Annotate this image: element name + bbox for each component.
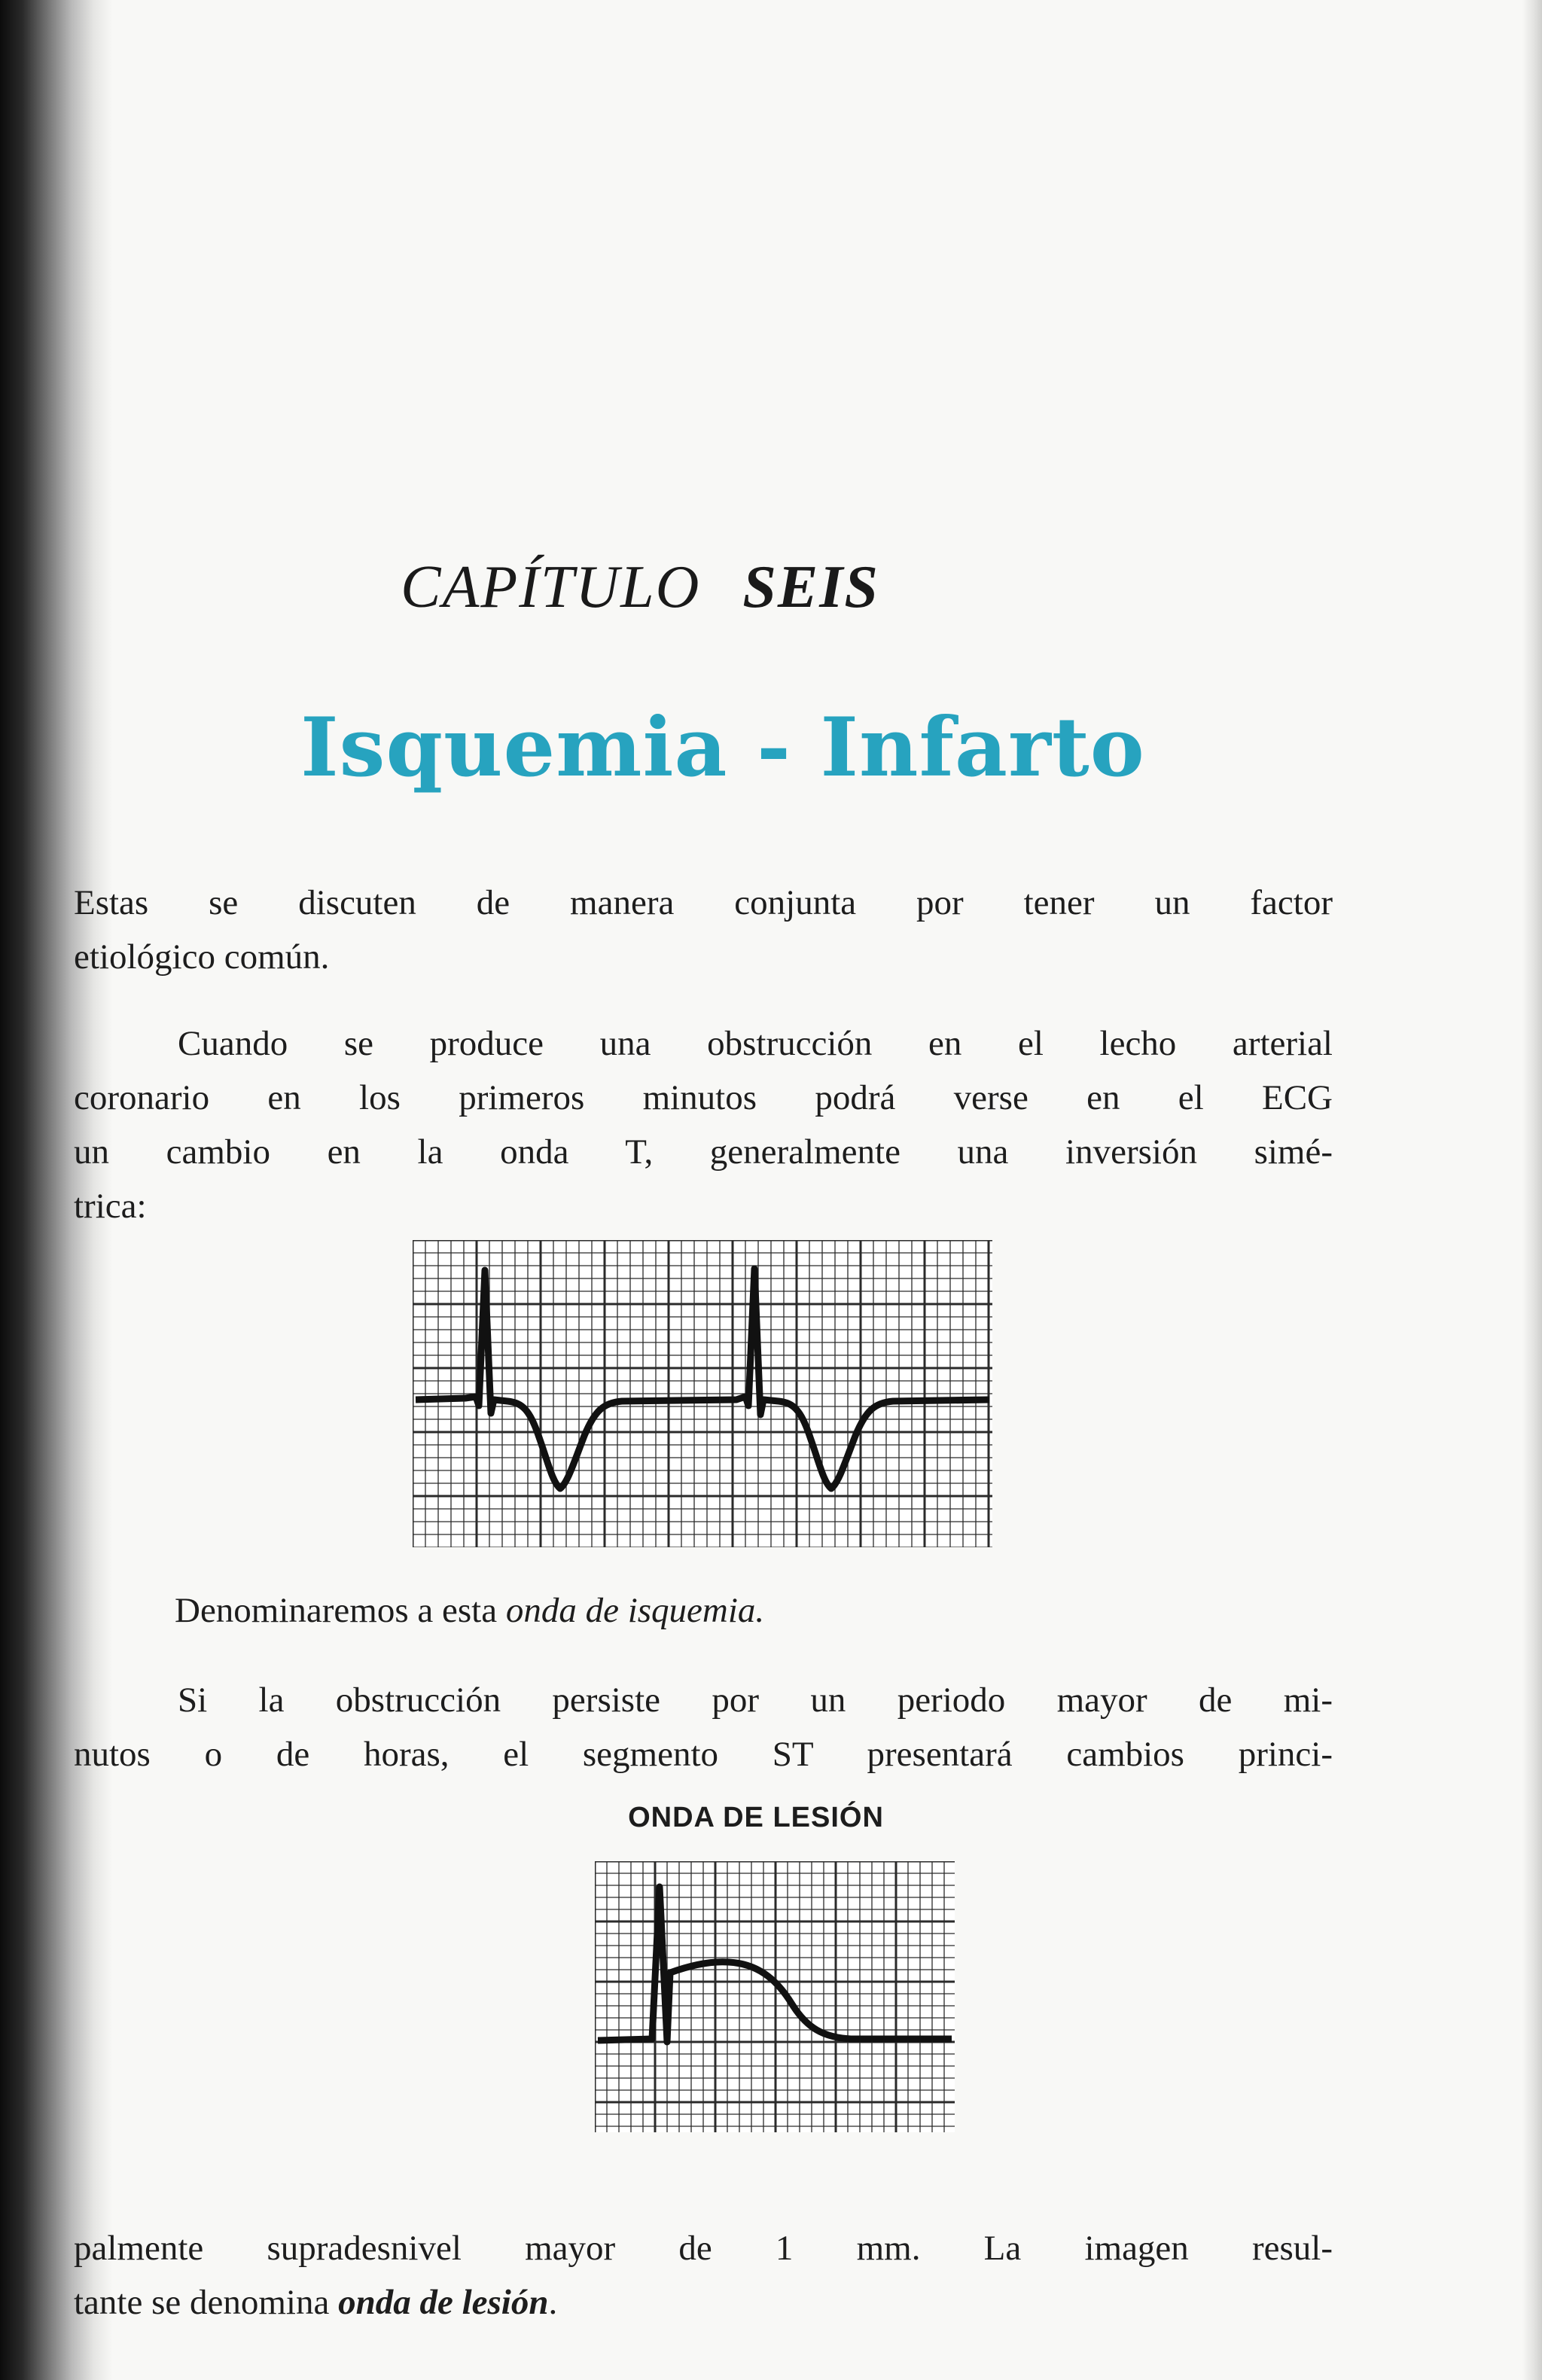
- paragraph-injury: [74, 2221, 1333, 2330]
- ischemia-ecg-figure: [413, 1240, 992, 1547]
- text-line: coronario en los primeros minutos podrá verse en el ECG: [74, 1078, 1333, 1117]
- text-line: [74, 2275, 1333, 2330]
- text-segment: tante se denomina: [74, 2283, 339, 2322]
- page-title: Isquemia - Infarto: [300, 700, 1145, 795]
- text-emphasis: onda de lesión: [338, 2283, 549, 2322]
- text-line: nutos o de horas, el segmento ST presentará cambios princi-: [74, 1735, 1333, 1774]
- page-edge: [1522, 0, 1542, 2380]
- text-line: palmente supradesnivel mayor de 1 mm. La imagen resul-: [74, 2229, 1333, 2268]
- text-line: Estas se discuten de manera conjunta por tener un factor: [74, 883, 1333, 922]
- paragraph-obstruction: [74, 1016, 1333, 1233]
- caption-text: Denominaremos a esta: [175, 1591, 506, 1630]
- chapter-heading: [0, 553, 1280, 622]
- chapter-number-word: SEIS: [742, 554, 879, 620]
- paragraph-intro: [74, 876, 1333, 984]
- injury-ecg-figure: [595, 1861, 955, 2132]
- text-line: etiológico común.: [74, 937, 330, 977]
- ischemia-ecg-strip: [413, 1240, 992, 1547]
- caption-ischemia: [175, 1590, 764, 1631]
- injury-ecg-strip: [595, 1861, 955, 2132]
- chapter-word: CAPÍTULO: [401, 554, 701, 620]
- text-line: Si la obstrucción persiste por un periodo mayor de mi-: [178, 1681, 1333, 1720]
- text-line: Cuando se produce una obstrucción en el lecho arterial: [178, 1024, 1333, 1063]
- paragraph-persistence: [74, 1673, 1333, 1781]
- text-line: trica:: [74, 1187, 147, 1226]
- text-line: un cambio en la onda T, generalmente una inversión simé-: [74, 1132, 1333, 1172]
- caption-emphasis: onda de isquemia.: [505, 1591, 765, 1630]
- text-segment: .: [548, 2283, 558, 2322]
- figure-label: ONDA DE LESIÓN: [628, 1802, 884, 1833]
